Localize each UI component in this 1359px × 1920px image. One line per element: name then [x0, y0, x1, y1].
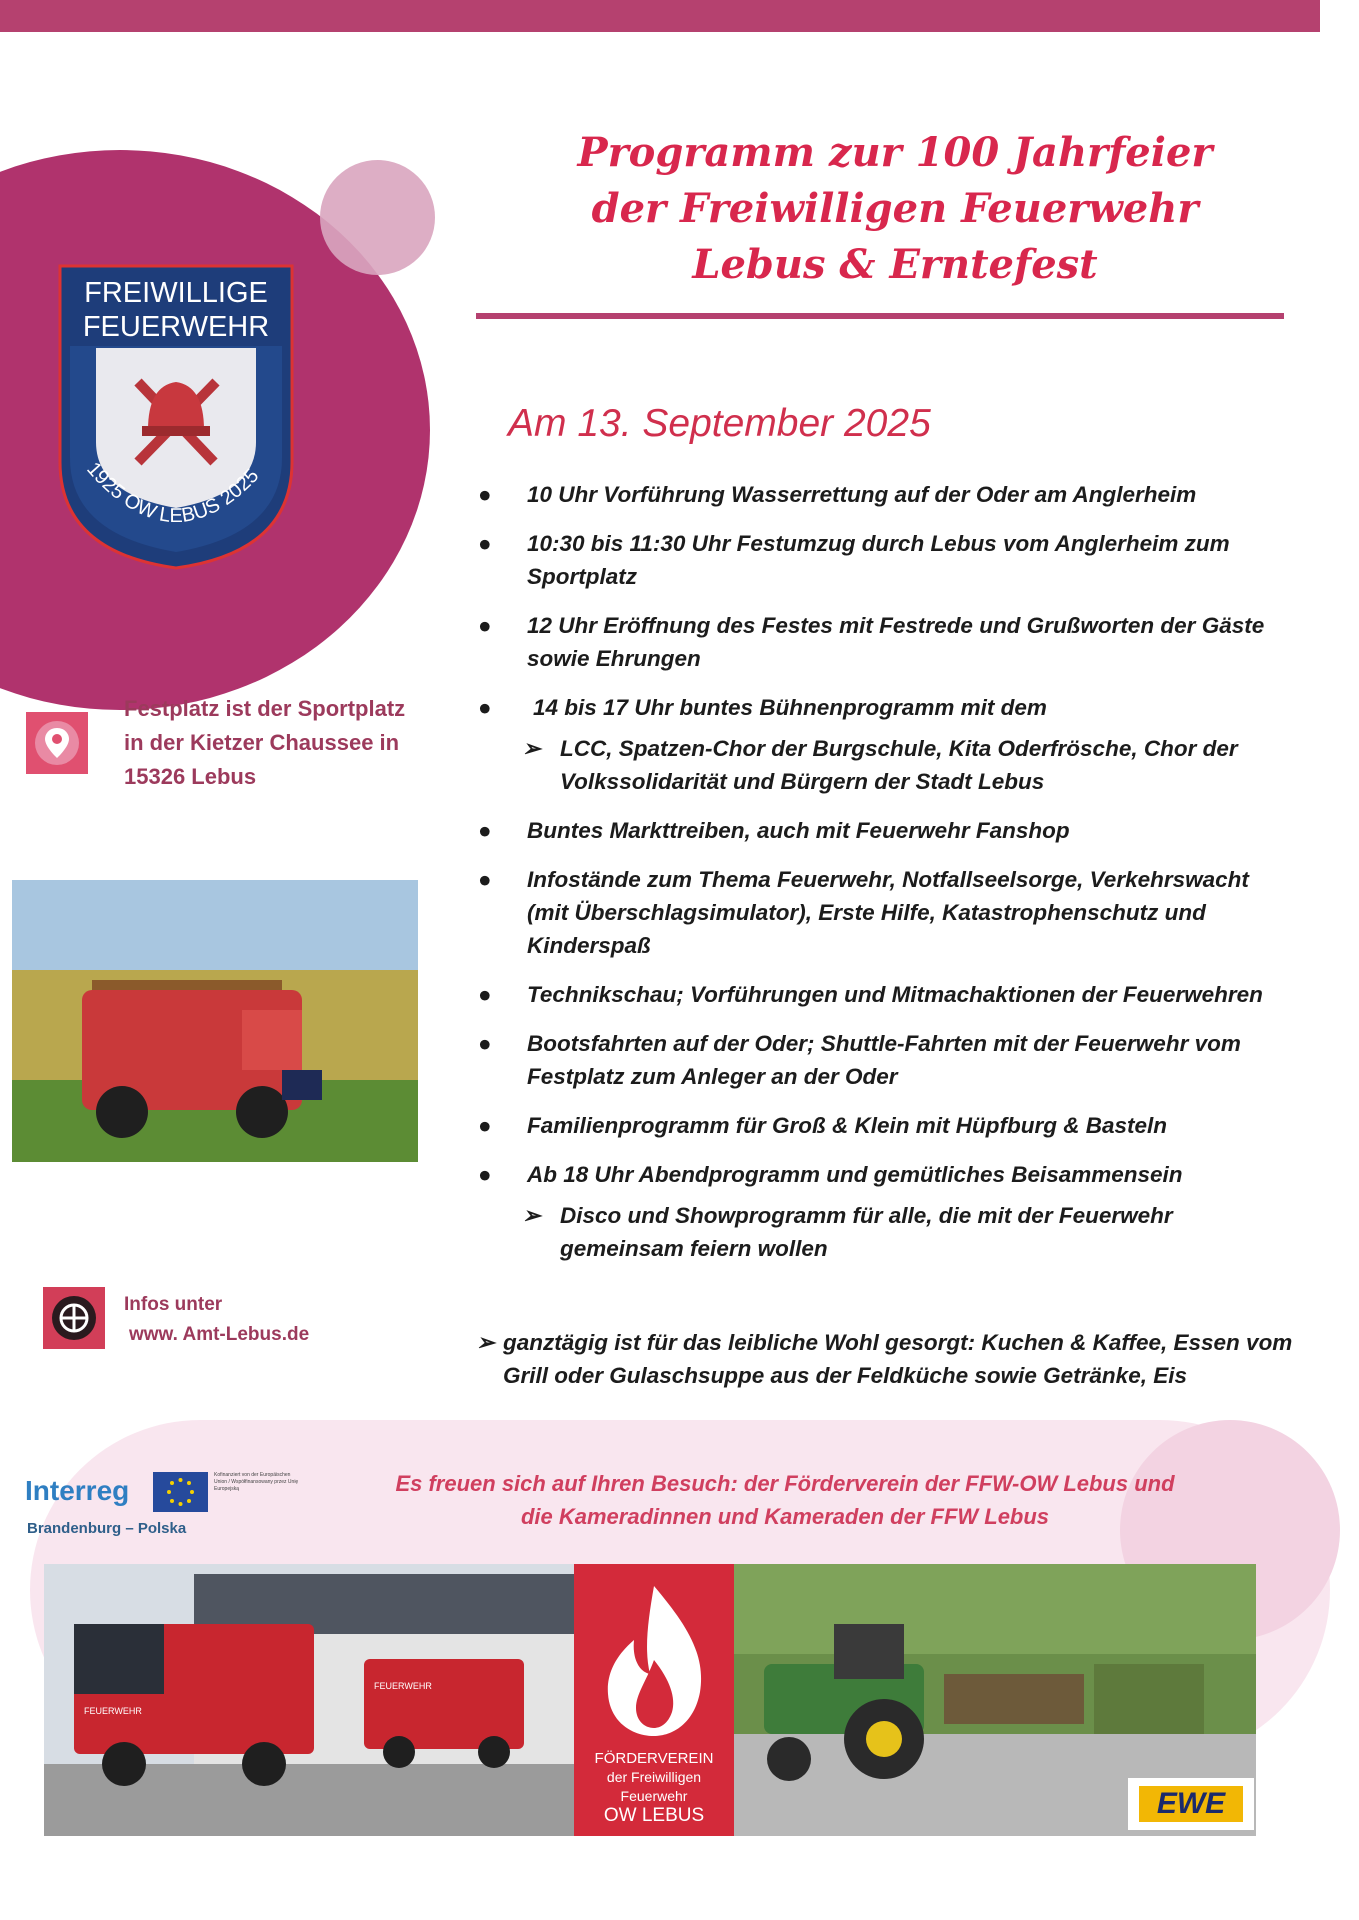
bullet-icon: ●	[478, 695, 492, 720]
badge-top-line-2: FEUERWEHR	[82, 311, 270, 343]
bullet-icon: ●	[478, 531, 492, 556]
logo-line-1: FÖRDERVEREIN	[594, 1750, 714, 1767]
badge-ring-text: 1925 OW LEBUS 2025	[82, 458, 264, 528]
eu-cofunding-note: Kofinanziert von der Europäischen Union / Współfinansowany przez Unię Europejską	[214, 1472, 299, 1492]
location-line-2: in der Kietzer Chaussee in	[124, 730, 400, 755]
list-item: ● Technikschau; Vorführungen und Mitmachaktionen der Feuerwehren	[472, 978, 1292, 1011]
bullet-icon: ●	[478, 613, 492, 638]
bullet-icon: ●	[478, 1031, 492, 1056]
list-item: ● Familienprogramm für Groß & Klein mit Hüpfburg & Basteln	[472, 1109, 1292, 1142]
list-item: ● Ab 18 Uhr Abendprogramm und gemütliches Beisammensein	[472, 1158, 1292, 1191]
list-item: ● 10:30 bis 11:30 Uhr Festumzug durch Lebus vom Anglerheim zum Sportplatz	[472, 527, 1292, 593]
greeting-line-1: Es freuen sich auf Ihren Besuch: der Förderverein der FFW-OW Lebus und	[395, 1471, 1175, 1496]
truck-label-1: FEUERWEHR	[84, 1706, 142, 1716]
info-label: Infos unter	[124, 1294, 223, 1315]
sub-list-item: ➢ Disco und Showprogramm für alle, die mit der Feuerwehr gemeinsam feiern wollen	[472, 1199, 1292, 1265]
web-globe-icon	[43, 1287, 105, 1349]
top-accent-bar	[0, 0, 1320, 32]
bullet-icon: ●	[478, 867, 492, 892]
bullet-icon: ●	[478, 482, 492, 507]
foerderverein-logo	[574, 1564, 734, 1836]
location-pin-icon	[26, 712, 88, 774]
page-title	[470, 125, 1320, 293]
arrow-bullet-icon: ➢	[522, 736, 541, 761]
festival-location	[124, 692, 444, 794]
list-item: ● 12 Uhr Eröffnung des Festes mit Festrede und Grußworten der Gäste sowie Ehrungen	[472, 609, 1292, 675]
vintage-fire-truck-photo	[12, 880, 418, 1162]
bullet-icon: ●	[478, 1162, 492, 1187]
arrow-bullet-icon: ➢	[522, 1203, 541, 1228]
fire-department-badge	[56, 262, 296, 572]
logo-line-2: der Freiwilligen	[606, 1769, 702, 1785]
eu-flag-icon	[153, 1472, 208, 1512]
logo-line-3: Feuerwehr	[620, 1788, 688, 1804]
event-date: Am 13. September 2025	[508, 402, 931, 445]
greeting-line-2: die Kameradinnen und Kameraden der FFW Lebus	[520, 1504, 1050, 1529]
list-item: ● Infostände zum Thema Feuerwehr, Notfallseelsorge, Verkehrswacht (mit Überschlagsimulator), Erste Hilfe, Katastrophenschutz und Kinderspaß	[472, 863, 1292, 962]
list-item: ● Buntes Markttreiben, auch mit Feuerwehr Fanshop	[472, 814, 1292, 847]
list-item: ● 14 bis 17 Uhr buntes Bühnenprogramm mit dem	[472, 691, 1292, 724]
location-line-3: 15326 Lebus	[124, 764, 257, 789]
catering-note: ➢ ganztägig ist für das leibliche Wohl gesorgt: Kuchen & Kaffee, Essen vom Grill oder Gulaschsuppe aus der Feldküche sowie Getränke, Eis	[476, 1326, 1333, 1392]
bullet-icon: ●	[478, 818, 492, 843]
sub-list-item: ➢ LCC, Spatzen-Chor der Burgschule, Kita Oderfrösche, Chor der Volkssolidarität und Bürgern der Stadt Lebus	[472, 732, 1292, 798]
title-line-1: Programm zur 100 Jahrfeier	[577, 129, 1213, 176]
interreg-region: Brandenburg – Polska	[27, 1520, 187, 1537]
title-underline	[476, 313, 1284, 319]
foerderverein-logo-text	[574, 1749, 734, 1825]
list-item: ● 10 Uhr Vorführung Wasserrettung auf der Oder am Anglerheim	[472, 478, 1292, 511]
bullet-icon: ●	[478, 982, 492, 1007]
greeting	[360, 1467, 1210, 1533]
list-item: ● Bootsfahrten auf der Oder; Shuttle-Fahrten mit der Feuerwehr vom Festplatz zum Anleger an der Oder	[472, 1027, 1292, 1093]
info-url[interactable]: www. Amt-Lebus.de	[129, 1324, 310, 1345]
interreg-logo-text: Interreg	[25, 1475, 130, 1506]
program-list	[472, 478, 1292, 1281]
info-website	[124, 1290, 309, 1350]
logo-line-4: OW LEBUS	[603, 1805, 705, 1826]
badge-top-line-1: FREIWILLIGE	[84, 277, 268, 309]
ewe-sponsor-logo	[1128, 1778, 1254, 1830]
title-line-2: der Freiwilligen Feuerwehr	[591, 185, 1199, 232]
flame-icon	[574, 1564, 734, 1744]
location-line-1: Festplatz ist der Sportplatz	[124, 696, 406, 721]
title-line-3: Lebus & Erntefest	[692, 241, 1098, 288]
small-pink-circle	[320, 160, 435, 275]
bullet-icon: ●	[478, 1113, 492, 1138]
ewe-logo-text: EWE	[1139, 1786, 1243, 1822]
truck-label-2: FEUERWEHR	[374, 1681, 432, 1691]
arrow-bullet-icon: ➢	[476, 1330, 495, 1355]
